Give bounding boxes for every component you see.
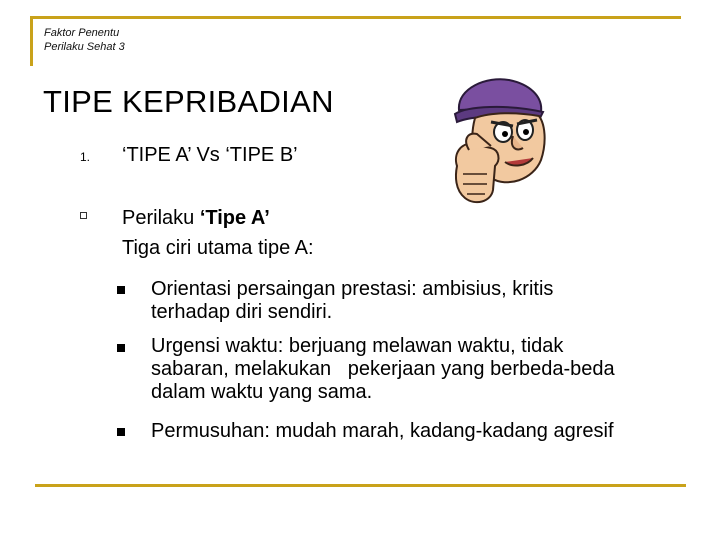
section-heading: ‘TIPE A’ Vs ‘TIPE B’: [122, 144, 298, 166]
list-item-line: dalam waktu yang sama.: [151, 381, 373, 403]
header-line-1: Faktor Penentu: [44, 27, 120, 39]
left-rule: [30, 16, 33, 66]
list-item: [151, 420, 691, 443]
subsection-heading: [122, 206, 270, 230]
subsection-emphasis: ‘Tipe A’: [199, 207, 270, 229]
list-item-line: Permusuhan: mudah marah, kadang-kadang agresif: [151, 420, 614, 442]
list-item-line: terhadap diri sendiri.: [151, 301, 333, 323]
top-rule: [30, 16, 681, 19]
header-line-2: Perilaku Sehat 3: [44, 41, 125, 53]
list-item: [151, 278, 691, 324]
bottom-rule: [35, 484, 686, 487]
hollow-square-bullet-icon: [80, 212, 87, 219]
list-item: [151, 335, 691, 404]
slide-title: TIPE KEPRIBADIAN: [43, 84, 334, 119]
filled-square-bullet-icon: [117, 286, 125, 294]
thumbs-pointing-man-clipart-icon: [447, 70, 557, 210]
subsection-prefix: Perilaku: [122, 207, 200, 229]
section-number: 1.: [80, 150, 91, 164]
filled-square-bullet-icon: [117, 428, 125, 436]
subsection-intro: Tiga ciri utama tipe A:: [122, 237, 314, 259]
filled-square-bullet-icon: [117, 344, 125, 352]
header-note: [44, 26, 125, 54]
list-item-line: Urgensi waktu: berjuang melawan waktu, tidak: [151, 335, 564, 357]
list-item-line: sabaran, melakukan pekerjaan yang berbeda-beda: [151, 358, 615, 380]
list-item-line: Orientasi persaingan prestasi: ambisius, kritis: [151, 278, 554, 300]
